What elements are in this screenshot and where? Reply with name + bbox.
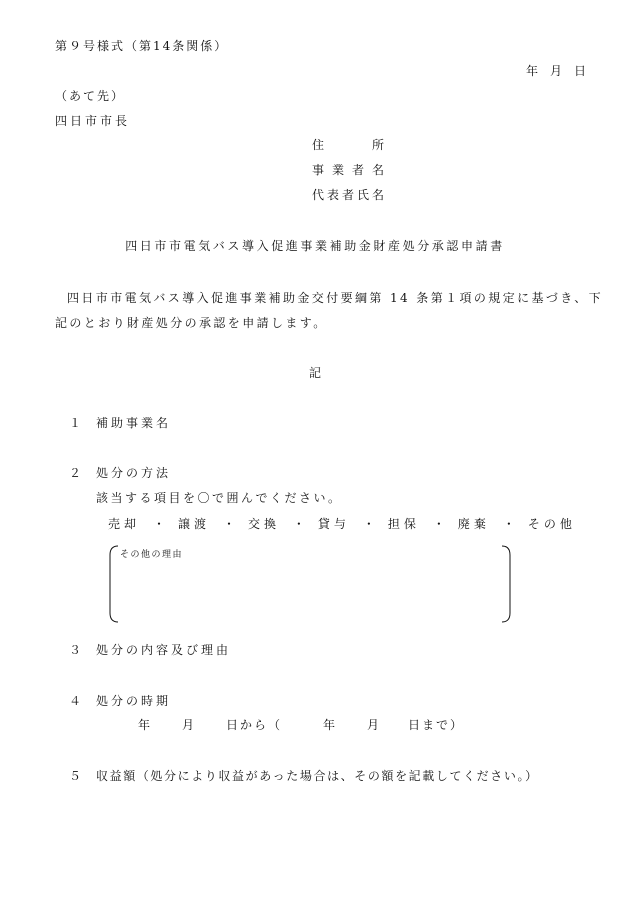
section-number: ３ bbox=[69, 643, 82, 657]
applicant-business-name-label bbox=[312, 164, 384, 176]
applicant-rep-char: 表 bbox=[326, 188, 339, 202]
section-number: ４ bbox=[69, 694, 82, 708]
option-other[interactable]: その他 bbox=[527, 517, 576, 531]
to-day: 日まで） bbox=[408, 718, 465, 732]
section-number: ５ bbox=[69, 769, 82, 783]
ki-heading: 記 bbox=[308, 366, 321, 380]
applicant-representative-label bbox=[312, 189, 384, 201]
applicant-rep-char: 名 bbox=[371, 188, 384, 202]
from-month: 月 bbox=[182, 718, 195, 732]
section-title-revenue: 収益額（処分により収益があった場合は、その額を記載してください。） bbox=[96, 769, 539, 783]
other-reason-label: その他の理由 bbox=[120, 550, 184, 560]
applicant-address-char: 住 bbox=[312, 138, 325, 152]
section-title-disposal-period: 処分の時期 bbox=[96, 694, 172, 708]
form-number: 第９号様式（第14条関係） bbox=[55, 39, 229, 53]
applicant-rep-char: 者 bbox=[341, 188, 354, 202]
option-exchange[interactable]: 交換 bbox=[247, 517, 280, 531]
option-separator: ・ bbox=[152, 517, 165, 531]
section-title-project-name: 補助事業名 bbox=[96, 416, 172, 430]
applicant-rep-char: 氏 bbox=[356, 188, 369, 202]
applicant-business-char: 事 bbox=[312, 163, 325, 177]
option-collateral[interactable]: 担保 bbox=[387, 517, 420, 531]
option-separator: ・ bbox=[362, 517, 375, 531]
to-month: 月 bbox=[367, 718, 380, 732]
section-number: １ bbox=[69, 416, 82, 430]
addressee-label: （あて先） bbox=[55, 89, 126, 103]
applicant-business-char: 者 bbox=[351, 163, 364, 177]
from-day: 日から（ bbox=[226, 718, 283, 732]
other-reason-box[interactable] bbox=[108, 545, 512, 623]
option-transfer[interactable]: 譲渡 bbox=[177, 517, 210, 531]
disposal-method-options bbox=[108, 518, 576, 530]
date-line: 年 月 日 bbox=[525, 64, 586, 78]
option-lease[interactable]: 貸与 bbox=[317, 517, 350, 531]
to-year: 年 bbox=[323, 718, 336, 732]
option-sale[interactable]: 売却 bbox=[108, 517, 141, 531]
from-year: 年 bbox=[138, 718, 151, 732]
body-text-line: 記のとおり財産処分の承認を申請します。 bbox=[55, 316, 328, 330]
option-separator: ・ bbox=[292, 517, 305, 531]
option-separator: ・ bbox=[222, 517, 235, 531]
applicant-address-char: 所 bbox=[371, 138, 384, 152]
body-text-line: 四日市市電気バス導入促進事業補助金交付要綱第 14 条第１項の規定に基づき、下 bbox=[67, 291, 604, 305]
option-separator: ・ bbox=[502, 517, 515, 531]
applicant-business-char: 名 bbox=[371, 163, 384, 177]
section-title-disposal-method: 処分の方法 bbox=[96, 466, 172, 480]
section-number: ２ bbox=[69, 466, 82, 480]
option-separator: ・ bbox=[432, 517, 445, 531]
disposal-method-instruction: 該当する項目を〇で囲んでください。 bbox=[96, 491, 343, 505]
section-title-content-reason: 処分の内容及び理由 bbox=[96, 643, 232, 657]
document-title: 四日市市電気バス導入促進事業補助金財産処分承認申請書 bbox=[125, 239, 505, 253]
disposal-period bbox=[138, 719, 468, 733]
option-disposal[interactable]: 廃棄 bbox=[457, 517, 490, 531]
applicant-rep-char: 代 bbox=[312, 188, 325, 202]
applicant-business-char: 業 bbox=[331, 163, 344, 177]
addressee: 四日市市長 bbox=[55, 114, 131, 128]
applicant-address-label bbox=[312, 139, 384, 151]
